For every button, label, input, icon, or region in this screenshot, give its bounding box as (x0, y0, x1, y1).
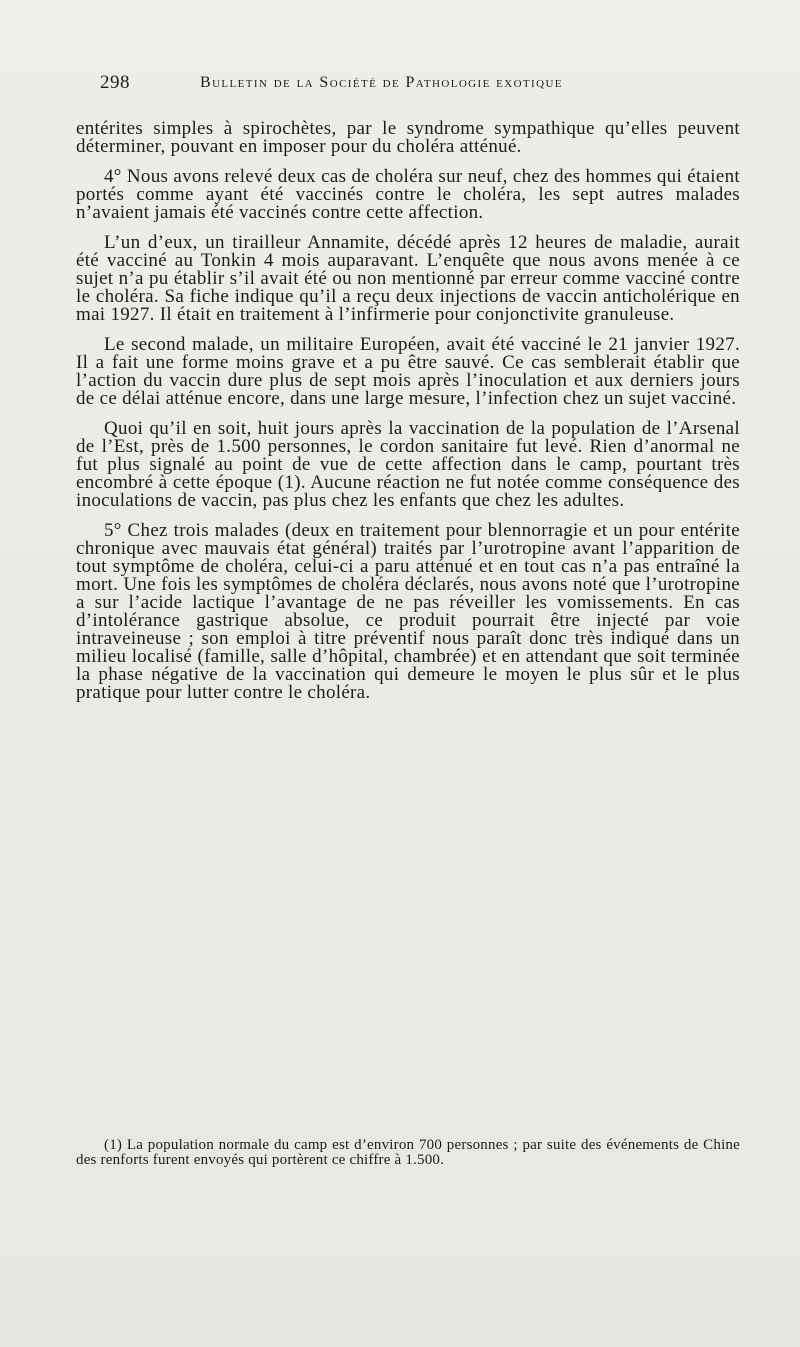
paragraph-point-4: 4° Nous avons relevé deux cas de choléra sur neuf, chez des hommes qui étaient portés comme ayant été vaccinés contre le choléra, les sept autres malades n’avaient jamais été vaccinés contre cette affection. (76, 166, 740, 223)
paragraph-first-case: L’un d’eux, un tirailleur Annamite, décédé après 12 heures de maladie, aurait été vacciné au Tonkin 4 mois auparavant. L’enquête que nous avons menée à ce sujet n’a pu établir s’il avait été ou non mentionné par erreur comme vacciné contre le choléra. Sa fiche indique qu’il a reçu deux injections de vaccin anticholérique en mai 1927. Il était en traitement à l’infirmerie pour conjonctivite granuleuse. (76, 232, 740, 325)
paragraph-point-5: 5° Chez trois malades (deux en traitement pour blennorragie et un pour entérite chronique avec mauvais état général) traités par l’urotropine avant l’apparition de tout symptôme de choléra, celui-ci a paru atténué et en tout cas n’a pas entraîné la mort. Une fois les symptômes de choléra déclarés, nous avons noté que l’urotropine a sur l’acide lactique l’avantage de ne pas réveiller les vomissements. En cas d’intolérance gastrique absolue, ce produit pourrait être injecté par voie intraveineuse ; son emploi à titre préventif nous paraît donc très indiqué dans un milieu localisé (famille, salle d’hôpital, chambrée) et en attendant que soit terminée la phase négative de la vaccination qui demeure le moyen le plus sûr et le plus pratique pour lutter contre le choléra. (76, 520, 740, 703)
page-header (100, 70, 740, 100)
paragraph-continuation: entérites simples à spirochètes, par le syndrome sympathique qu’elles peuvent déterminer, pouvant en imposer pour du choléra atténué. (76, 118, 740, 157)
running-title: Bulletin de la Société de Pathologie exotique (200, 74, 563, 91)
paragraph-vaccination-outcome: Quoi qu’il en soit, huit jours après la vaccination de la population de l’Arsenal de l’Est, près de 1.500 personnes, le cordon sanitaire fut levé. Rien d’anormal ne fut plus signalé au point de vue de cette affection dans le camp, pourtant très encombré à cette époque (1). Aucune réaction ne fut notée comme conséquence des inoculations de vaccin, pas plus chez les enfants que chez les adultes. (76, 418, 740, 511)
paragraph-second-case: Le second malade, un militaire Européen, avait été vacciné le 21 janvier 1927. Il a fait une forme moins grave et a pu être sauvé. Ce cas semblerait établir que l’action du vaccin dure plus de sept mois après l’inoculation et aux derniers jours de ce délai atténue encore, dans une large mesure, l’infection chez un sujet vacciné. (76, 334, 740, 409)
body-text (76, 120, 740, 714)
footnote: (1) La population normale du camp est d’environ 700 personnes ; par suite des événements de Chine des renforts furent envoyés qui portèrent ce chiffre à 1.500. (76, 1137, 740, 1168)
page-number: 298 (100, 72, 130, 93)
